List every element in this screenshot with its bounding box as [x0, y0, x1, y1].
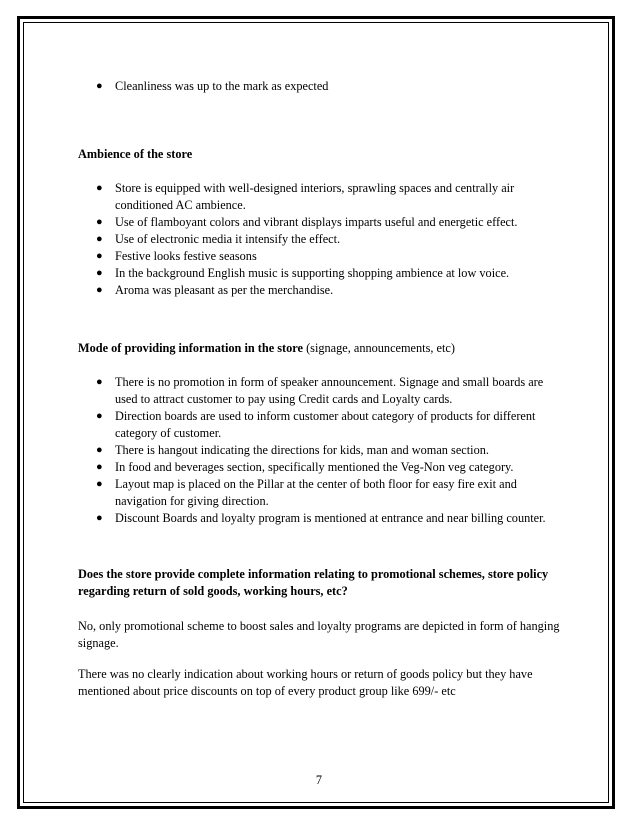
list-item: ● There is hangout indicating the directions for kids, man and woman section.: [96, 443, 489, 457]
answer-paragraph-1-wrap: [78, 618, 568, 652]
section-heading: Ambience of the store: [78, 147, 193, 161]
list-item: ● Use of flamboyant colors and vibrant displays imparts useful and energetic effect.: [96, 215, 518, 229]
bullet-icon: ●: [96, 250, 103, 262]
bullet-icon: ●: [96, 461, 103, 473]
bullet-icon: ●: [96, 80, 103, 92]
bullet-icon: ●: [96, 444, 103, 456]
answer-paragraph: No, only promotional scheme to boost sales and loyalty programs are depicted in form of hanging signage.: [78, 619, 560, 650]
bullet-icon: ●: [96, 376, 103, 388]
bullet-list: [78, 78, 568, 95]
bullet-icon: ●: [96, 410, 103, 422]
bullet-list: [78, 180, 568, 299]
list-item: ● Aroma was pleasant as per the merchandise.: [96, 283, 334, 297]
bullet-icon: ●: [96, 512, 103, 524]
information-list-wrap: [78, 374, 568, 527]
ambience-list-wrap: [78, 180, 568, 299]
ambience-section: [78, 146, 568, 163]
list-item: ● Layout map is placed on the Pillar at the center of both floor for easy fire exit and navigation for giving direction.: [96, 477, 517, 508]
list-item: ● There is no promotion in form of speaker announcement. Signage and small boards are used to attract customer to pay using Credit cards and Loyalty cards.: [96, 375, 544, 406]
promotional-info-section: [78, 566, 568, 600]
list-item: ● In food and beverages section, specifically mentioned the Veg-Non veg category.: [96, 460, 514, 474]
bullet-icon: ●: [96, 284, 103, 296]
list-item: ● Festive looks festive seasons: [96, 249, 257, 263]
list-item: ● Store is equipped with well-designed interiors, sprawling spaces and centrally air conditioned AC ambience.: [96, 181, 515, 212]
information-mode-section: [78, 340, 568, 357]
answer-paragraph: There was no clearly indication about working hours or return of goods policy but they have mentioned about price discounts on top of every product group like 699/- etc: [78, 667, 533, 698]
bullet-icon: ●: [96, 478, 103, 490]
bullet-icon: ●: [96, 216, 103, 228]
list-item: ● Direction boards are used to inform customer about category of products for different category of customer.: [96, 409, 536, 440]
bullet-icon: ●: [96, 267, 103, 279]
bullet-list: [78, 374, 568, 527]
section-heading: Does the store provide complete information relating to promotional schemes, store policy regarding return of sold goods, working hours, etc?: [78, 567, 549, 598]
page-number: 7: [315, 773, 323, 787]
bullet-icon: ●: [96, 233, 103, 245]
bullet-icon: ●: [96, 182, 103, 194]
list-item: ● Use of electronic media it intensify the effect.: [96, 232, 341, 246]
list-item: ● Cleanliness was up to the mark as expected: [96, 79, 329, 93]
list-item: ● In the background English music is supporting shopping ambience at low voice.: [96, 266, 510, 280]
list-item: ● Discount Boards and loyalty program is mentioned at entrance and near billing counter.: [96, 511, 546, 525]
section-heading: Mode of providing information in the store (signage, announcements, etc): [78, 341, 455, 355]
answer-paragraph-2-wrap: [78, 666, 568, 700]
cleanliness-section: [78, 78, 568, 95]
